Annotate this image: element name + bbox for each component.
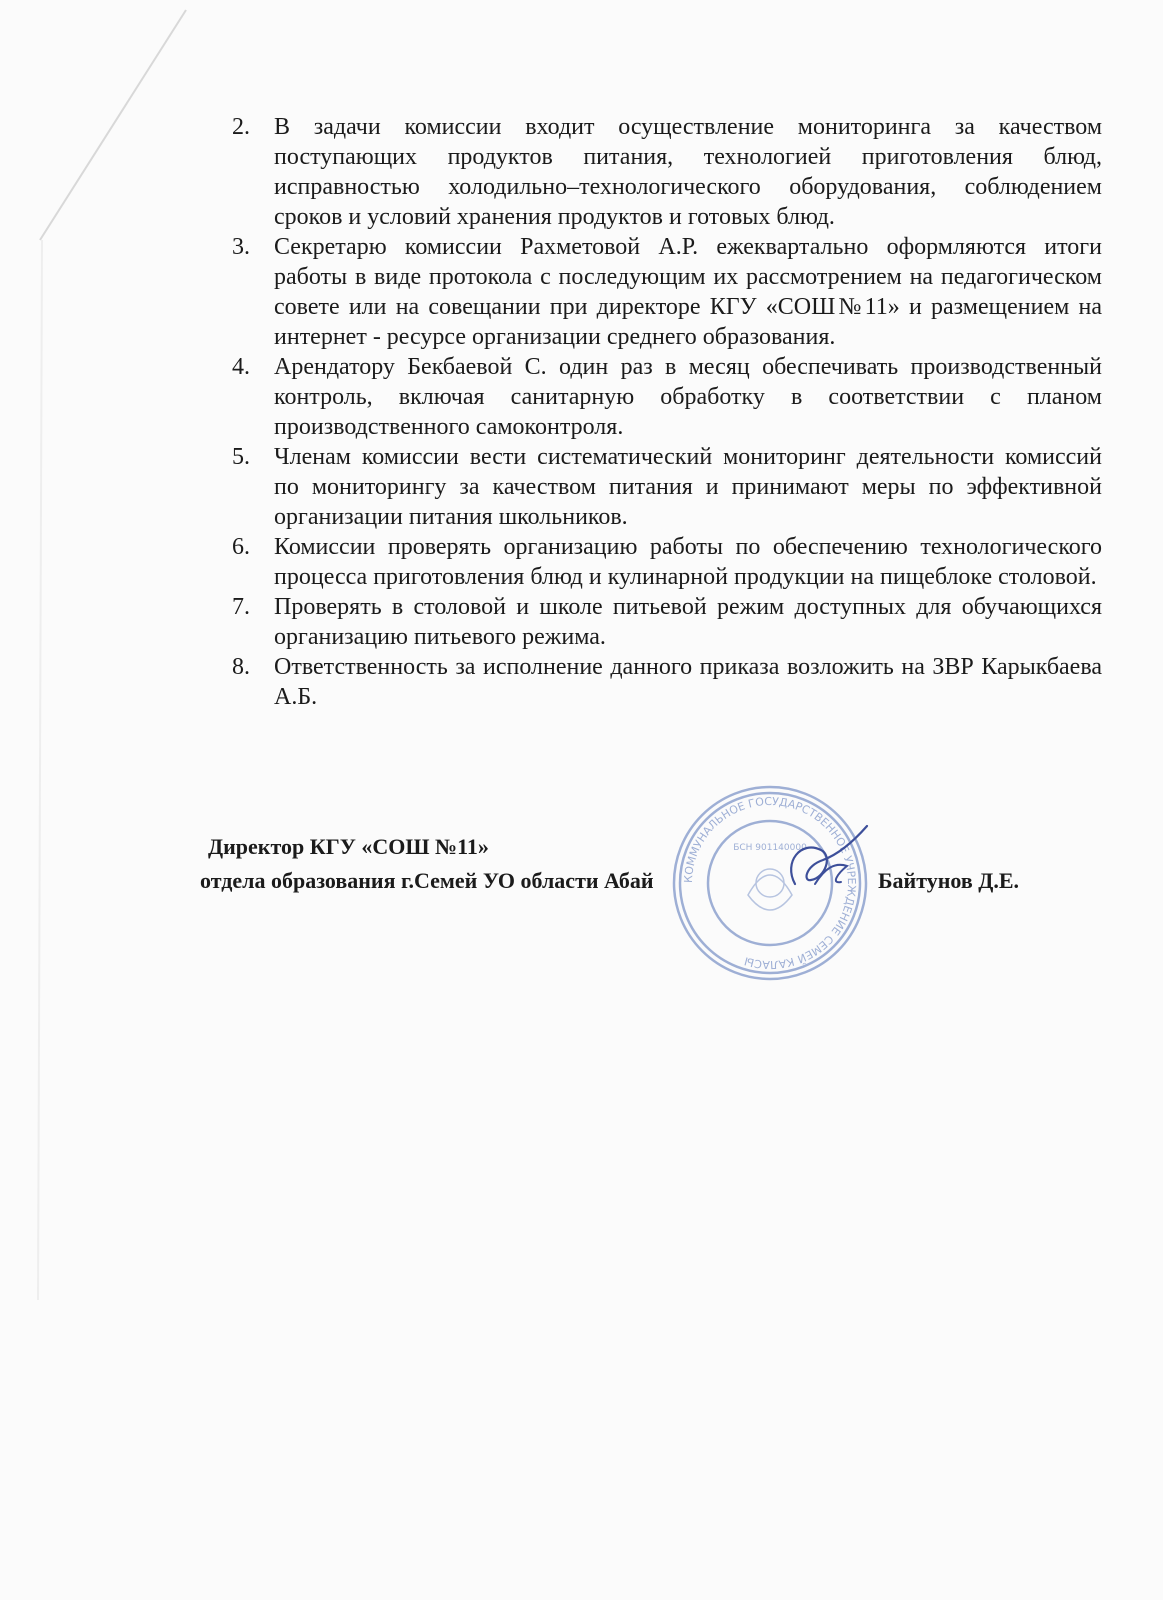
signature-block (200, 832, 1100, 932)
director-title: Директор КГУ «СОШ №11» (208, 834, 489, 859)
item-number: 4. (232, 354, 250, 380)
list-item (232, 592, 1102, 652)
item-text: В задачи комиссии входит осуществление мониторинга за качеством поступающих продуктов питания, технологией приготовления блюд, исправностью холодильно–технологического оборудования, соблюдением сроков и условий хранения продуктов и готовых блюд. (274, 114, 1102, 230)
item-text: Членам комиссии вести систематический мониторинг деятельности комиссий по мониторингу за качеством питания и принимают меры по эффективной организации питания школьников. (274, 444, 1102, 530)
item-number: 5. (232, 444, 250, 470)
list-item (232, 232, 1102, 352)
list-item (232, 112, 1102, 232)
list-item (232, 652, 1102, 712)
stamp-ring-text: КОММУНАЛЬНОЕ ГОСУДАРСТВЕННОЕ УЧРЕЖДЕНИЕ СЕМЕЙ КАЛАСЫ (681, 794, 859, 972)
item-number: 8. (232, 654, 250, 680)
item-text: Комиссии проверять организацию работы по обеспечению технологического процесса приготовления блюд и кулинарной продукции на пищеблоке столовой. (274, 534, 1102, 590)
director-name: Байтунов Д.Е. (878, 868, 1020, 893)
document-body (232, 112, 1102, 712)
list-item (232, 352, 1102, 442)
item-text: Секретарю комиссии Рахметовой А.Р. ежеквартально оформляются итоги работы в виде протокола с последующим их рассмотрением на педагогическом совете или на совещании при директоре КГУ «СОШ№11» и размещением на интернет - ресурсе организации среднего образования. (274, 234, 1102, 350)
item-text: Арендатору Бекбаевой С. один раз в месяц обеспечивать производственный контроль, включая санитарную обработку в соответствии с планом производственного самоконтроля. (274, 354, 1102, 440)
stamp-bin-text: БСН 901140000 (733, 843, 807, 853)
department-title: отдела образования г.Семей УО области Абай (200, 868, 654, 893)
item-text: Проверять в столовой и школе питьевой режим доступных для обучающихся организацию питьевого режима. (274, 594, 1102, 650)
item-number: 7. (232, 594, 250, 620)
item-number: 3. (232, 234, 250, 260)
item-text: Ответственность за исполнение данного приказа возложить на ЗВР Карыкбаева А.Б. (274, 654, 1102, 710)
list-item (232, 532, 1102, 592)
item-number: 2. (232, 114, 250, 140)
list-item (232, 442, 1102, 532)
item-number: 6. (232, 534, 250, 560)
order-items-list (232, 112, 1102, 712)
